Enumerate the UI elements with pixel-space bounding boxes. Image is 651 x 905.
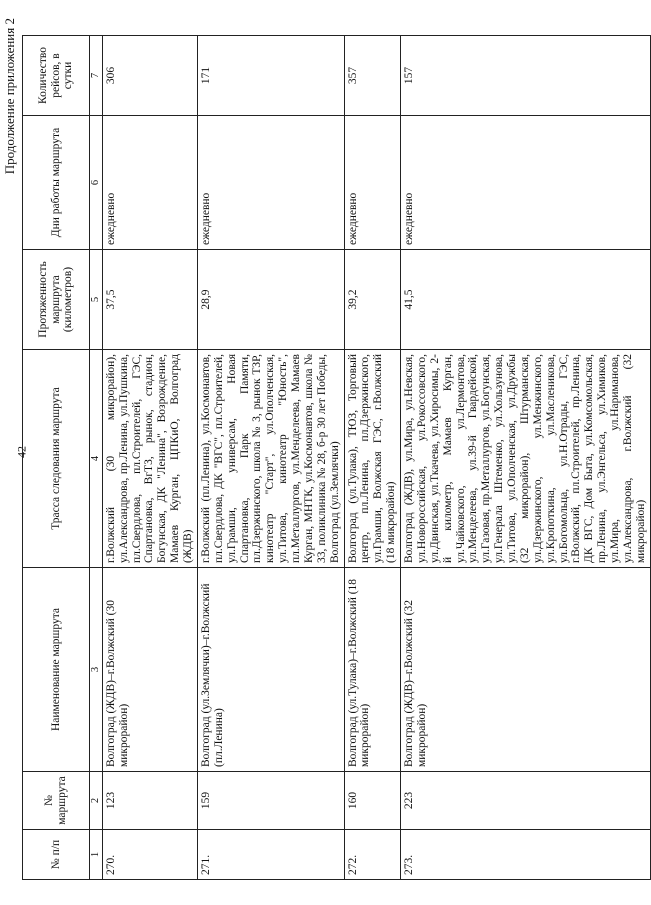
row-route-name: Волгоград (ул.Тулака)–г.Волжский (18 микрорайон)	[344, 568, 401, 772]
row-work-days: ежедневно	[344, 116, 401, 250]
column-number: 7	[90, 36, 103, 116]
row-route-path: г.Волжский (30 микрорайон), ул.Александрова, пр.Ленина, ул.Пушкина, пл.Свердлова, пл.Строителей, ГЭС, Спартановка, ВгТЗ, рынок, стадион, Богунская, ДК "Ленина", Возрождение, Мамаев Курган, ЦПКиО, Волгоград (ЖДВ)	[102, 350, 197, 568]
header-route-path: Трасса следования маршрута	[23, 350, 90, 568]
row-route-name: Волгоград (ул.Землячки)–г.Волжский (пл.Ленина)	[197, 568, 344, 772]
header-route-number: № маршрута	[23, 772, 90, 830]
row-route-number: 223	[401, 772, 651, 830]
row-route-number: 159	[197, 772, 344, 830]
row-pp: 271.	[197, 830, 344, 880]
header-route-name: Наименование маршрута	[23, 568, 90, 772]
row-route-path: Волгоград (ул.Тулака), ТЮЗ, Торговый центр, пл.Ленина, пл.Дзержинского, ул.Грамши, Волжская ГЭС, г.Волжский (18 микрорайон)	[344, 350, 401, 568]
row-route-number: 123	[102, 772, 197, 830]
page-number: 42	[14, 446, 29, 458]
header-work-days: Дни работы маршрута	[23, 116, 90, 250]
row-pp: 270.	[102, 830, 197, 880]
table-row	[344, 36, 401, 880]
table-row	[197, 36, 344, 880]
column-number: 5	[90, 250, 103, 350]
row-trips-per-day: 306	[102, 36, 197, 116]
header-pp: № п/п	[23, 830, 90, 880]
row-route-length: 28,9	[197, 250, 344, 350]
row-route-name: Волгоград (ЖДВ)–г.Волжский (32 микрорайон)	[401, 568, 651, 772]
routes-table	[22, 35, 651, 880]
table-header-row	[23, 36, 90, 880]
row-trips-per-day: 171	[197, 36, 344, 116]
column-number-row	[90, 36, 103, 880]
row-pp: 273.	[401, 830, 651, 880]
row-route-path: г.Волжский (пл.Ленина), ул.Космонавтов, пл.Свердлова, ДК "ВГС", пл.Строителей, ул.Грамши, универсам, Новая Спартановка, Парк Памяти, пл.Дзержинского, школа № 3, рынок ТЗР, кинотеатр "Старт", ул.Ополченская, ул.Титова, кинотеатр "Юность", пл.Металлургов, ул.Менделеева, Мамаев Курган, МНТК, ул.Космонавтов, школа № 33, поликлиника № 28, б-р 30 лет Победы, Волгоград (ул.Землячки)	[197, 350, 344, 568]
row-route-length: 41,5	[401, 250, 651, 350]
appendix-note: Продолжение приложения 2	[2, 18, 17, 175]
column-number: 2	[90, 772, 103, 830]
row-route-length: 39,2	[344, 250, 401, 350]
row-work-days: ежедневно	[197, 116, 344, 250]
row-work-days: ежедневно	[102, 116, 197, 250]
header-route-length: Протяженность маршрута (километров)	[23, 250, 90, 350]
column-number: 4	[90, 350, 103, 568]
row-route-name: Волгоград (ЖДВ)–г.Волжский (30 микрорайон)	[102, 568, 197, 772]
row-route-length: 37,5	[102, 250, 197, 350]
row-trips-per-day: 357	[344, 36, 401, 116]
row-route-path: Волгоград (ЖДВ), ул.Мира, ул.Невская, ул.Новороссийская, ул.Рокоссовского, ул.Двинская, ул.Ткачева, ул.Хиросимы, 2-й километр, Мамаев Курган, ул.Чайковского, ул.Лермонтова, ул.Менделеева, ул.39-й Гвардейской, ул.Газовая, пр.Металлургов, ул.Богунская, ул.Генерала Штеменко, ул.Хользунова, ул.Титова, ул.Ополченская, ул.Дружбы (32 микрорайон), Штурманская, ул.Дзержинского, ул.Менжинского, ул.Кропоткина, ул.Масленикова, ул.Богомольца, ул.Н.Отрады, ГЭС, г.Волжский, пл.Строителей, пр.Ленина, ДК ВГС, Дом Быта, ул.Комсомольская, пр.Ленина, ул.Энгельса, ул.Химиков, ул.Мира, ул.Нариманова, ул.Александрова, г.Волжский (32 микрорайон)	[401, 350, 651, 568]
row-pp: 272.	[344, 830, 401, 880]
row-route-number: 160	[344, 772, 401, 830]
column-number: 6	[90, 116, 103, 250]
header-trips-per-day: Количество рейсов, в сутки	[23, 36, 90, 116]
table-row	[102, 36, 197, 880]
column-number: 3	[90, 568, 103, 772]
table-row	[401, 36, 651, 880]
row-trips-per-day: 157	[401, 36, 651, 116]
column-number: 1	[90, 830, 103, 880]
row-work-days: ежедневно	[401, 116, 651, 250]
